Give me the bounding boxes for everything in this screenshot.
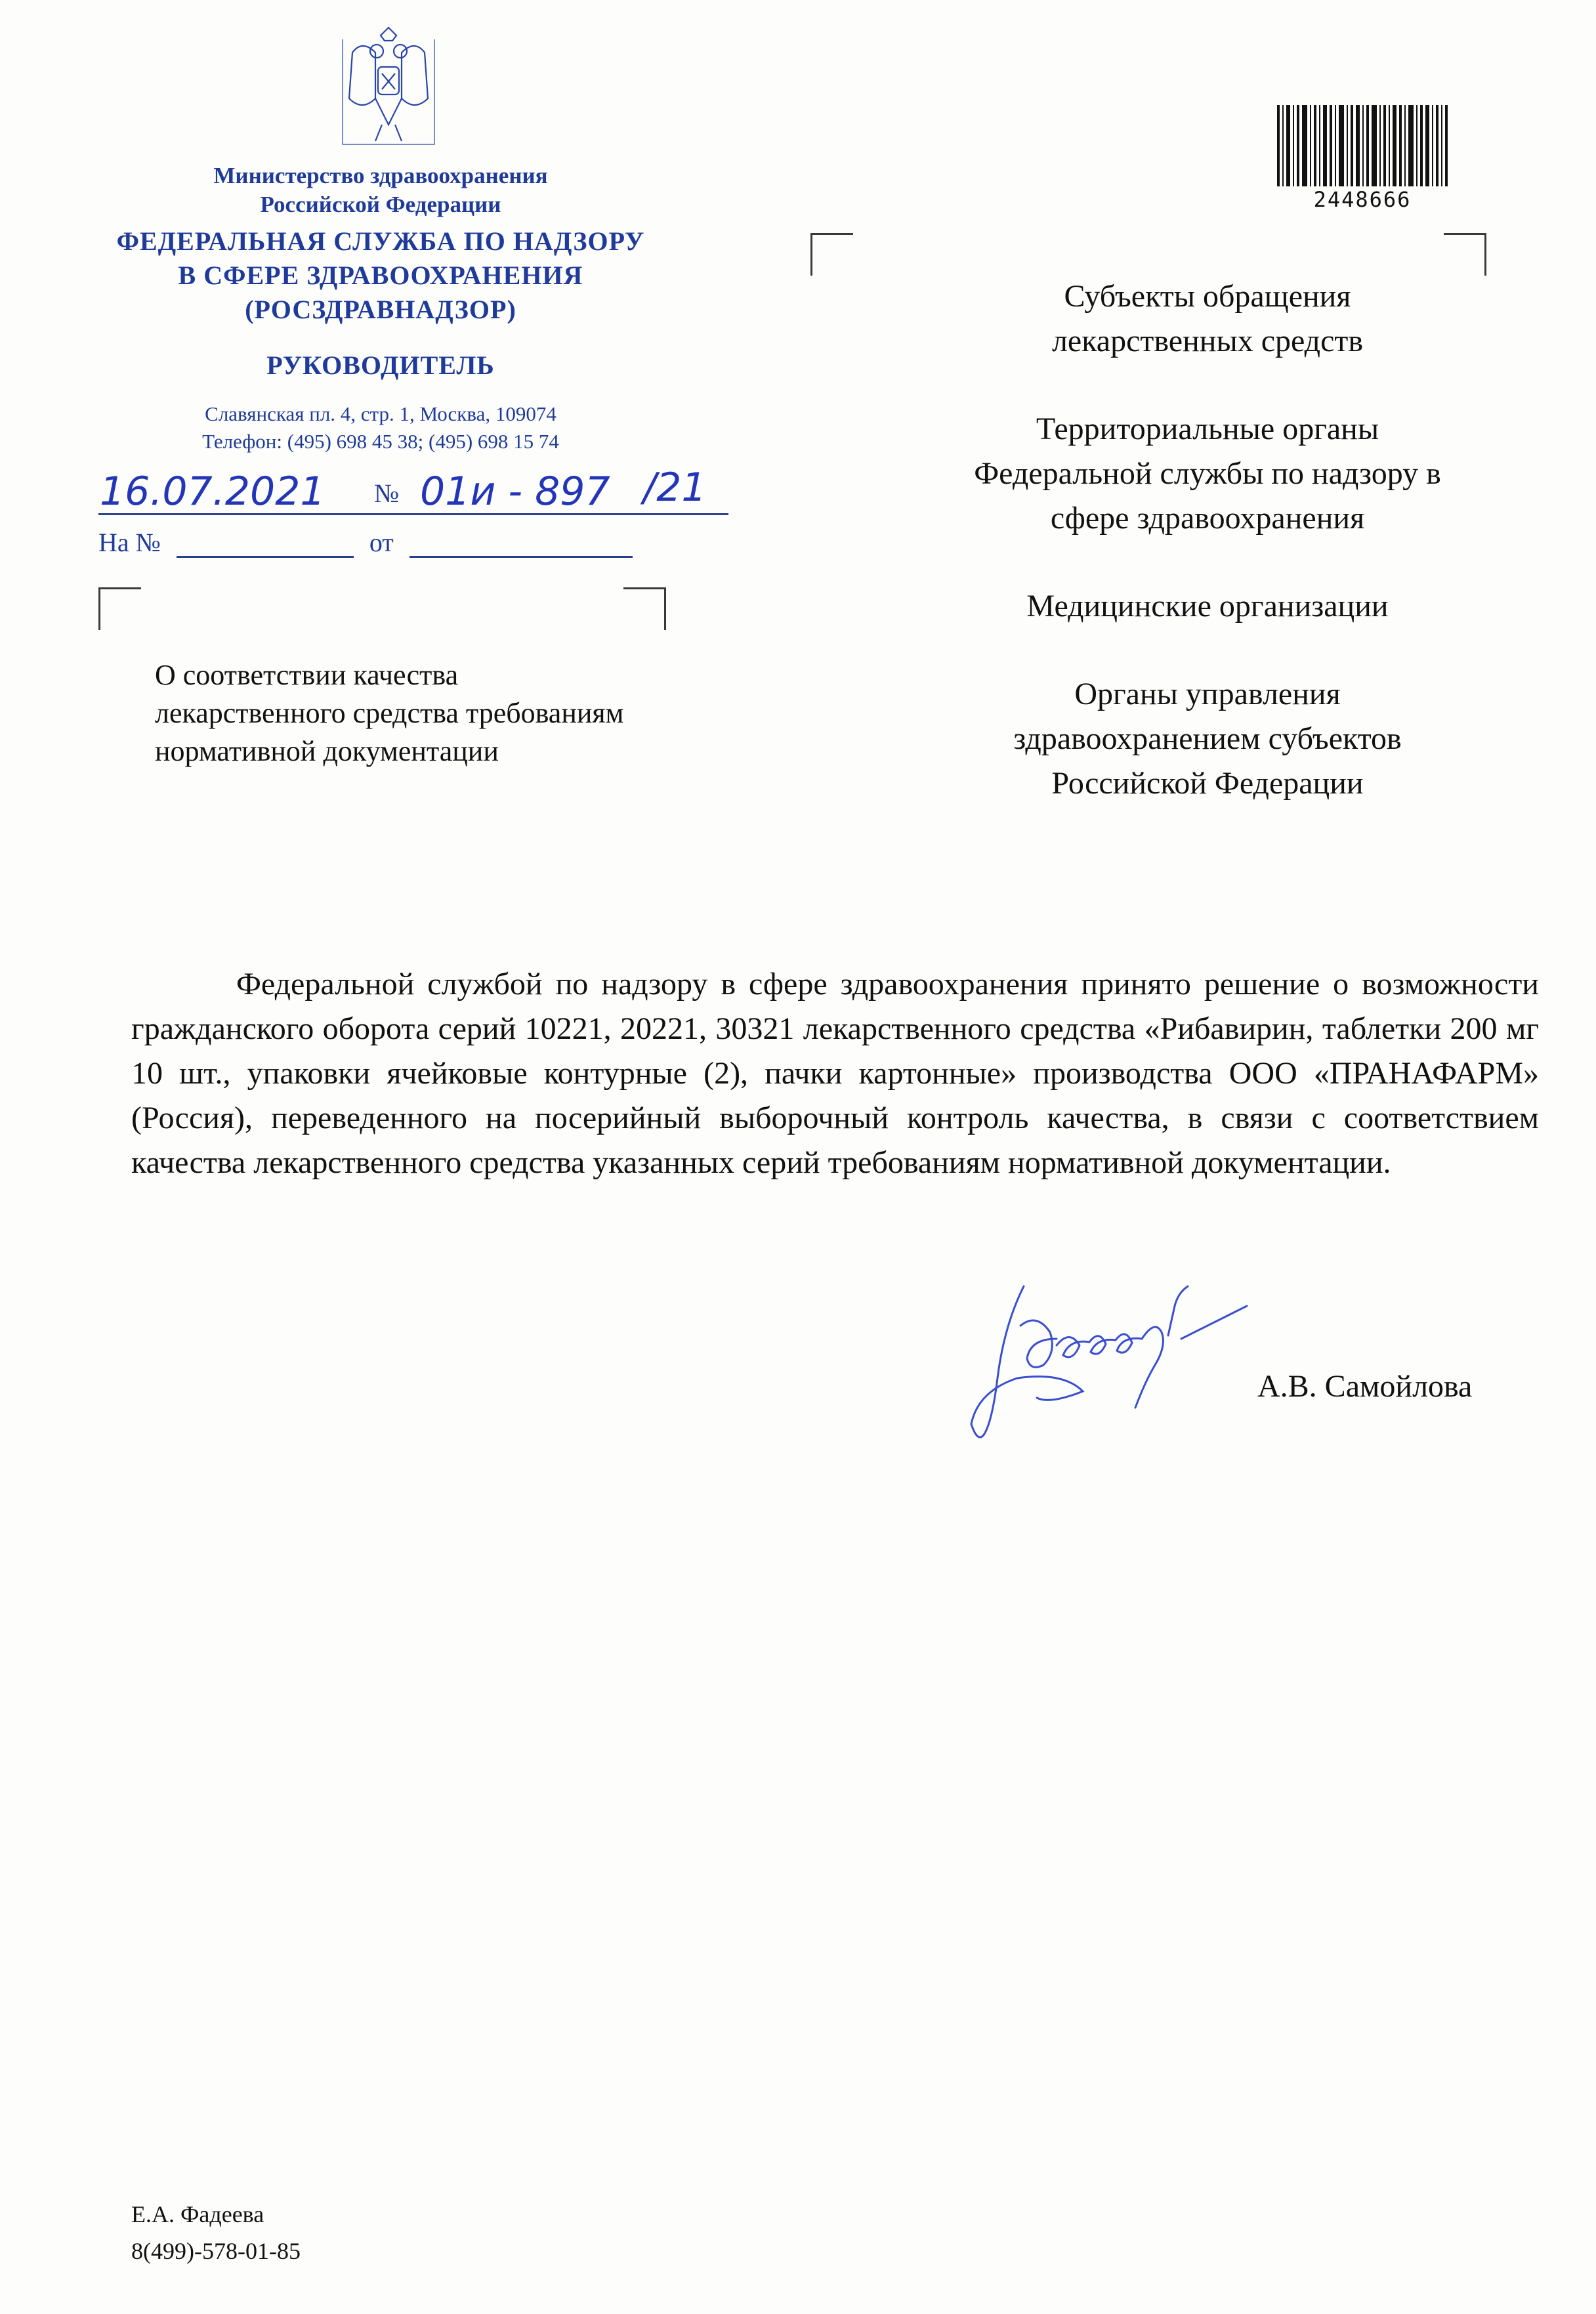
address-corner-right [1444, 233, 1486, 276]
ministry-line-2: Российской Федерации [260, 192, 501, 217]
recipient-line: Субъекты обращения [1064, 279, 1351, 314]
letter-subject [155, 656, 746, 770]
ministry-name [79, 161, 682, 219]
handwritten-date: 16.07.2021 [100, 469, 326, 515]
reference-row [98, 525, 633, 558]
position-title: РУКОВОДИТЕЛЬ [266, 350, 495, 380]
recipient-line: Органы управления [1074, 677, 1341, 711]
subject-line-1: О соответствии качества [155, 659, 459, 691]
registration-row [98, 465, 748, 524]
subject-line-2: лекарственного средства требованиям [155, 697, 624, 729]
recipient-line: Медицинские организации [1026, 589, 1389, 623]
signer-name: А.В. Самойлова [1257, 1369, 1473, 1404]
reference-label: На № [98, 528, 161, 557]
reference-number-blank [177, 525, 354, 558]
reference-from-label: от [369, 528, 394, 557]
service-name [79, 224, 682, 327]
service-line-1: ФЕДЕРАЛЬНАЯ СЛУЖБА ПО НАДЗОРУ [116, 226, 645, 256]
recipient-group [892, 672, 1522, 806]
barcode-number: 2448666 [1313, 187, 1412, 212]
subject-line-3: нормативной документации [155, 735, 499, 767]
executor-phone: 8(499)-578-01-85 [131, 2238, 301, 2264]
handwritten-number: 01и - 897 [420, 469, 610, 515]
address-corner-left [810, 233, 853, 276]
barcode [1277, 105, 1448, 192]
recipient-line: сфере здравоохранения [1050, 501, 1365, 536]
handwritten-signature [958, 1267, 1326, 1457]
ministry-line-1: Министерство здравоохранения [213, 163, 548, 188]
reference-date-blank [410, 525, 633, 558]
executor-name: Е.А. Фадеева [131, 2201, 264, 2227]
recipient-line: Российской Федерации [1051, 766, 1364, 801]
subject-corner-right [623, 587, 666, 630]
recipient-line: лекарственных средств [1051, 324, 1364, 358]
subject-corner-left [98, 587, 141, 630]
recipient-group [892, 584, 1522, 629]
service-address [79, 400, 682, 455]
executor-info [131, 2196, 301, 2269]
address-line: Славянская пл. 4, стр. 1, Москва, 109074 [205, 402, 556, 425]
coat-of-arms-icon [336, 26, 441, 151]
recipient-group [892, 274, 1522, 364]
phone-line: Телефон: (495) 698 45 38; (495) 698 15 74 [202, 430, 559, 453]
recipient-line: Федеральной службы по надзору в [974, 456, 1441, 491]
handwritten-number-suffix: /21 [643, 465, 707, 511]
service-line-3: (РОСЗДРАВНАДЗОР) [245, 295, 516, 324]
recipient-line: здравоохранением субъектов [1013, 721, 1402, 756]
recipient-group [892, 407, 1522, 541]
recipient-line: Территориальные органы [1036, 411, 1379, 446]
registration-underline [98, 513, 728, 515]
number-sign: № [374, 478, 400, 508]
letter-body: Федеральной службой по надзору в сфере здравоохранения принято решение о возможности гражданского оборота серий 10221, 20221, 30321 лекарственного средства «Рибавирин, таблетки 200 мг 10 шт., упаковки ячейковые контурные (2), пачки картонные» производства ООО «ПРАНАФАРМ» (Россия), переведенного на посерийный выборочный контроль качества, в связи с соответствием качества лекарственного средства указанных серий требованиям нормативной документации. [131, 967, 1539, 1180]
recipients-block [892, 274, 1522, 849]
service-line-2: В СФЕРЕ ЗДРАВООХРАНЕНИЯ [178, 261, 583, 290]
